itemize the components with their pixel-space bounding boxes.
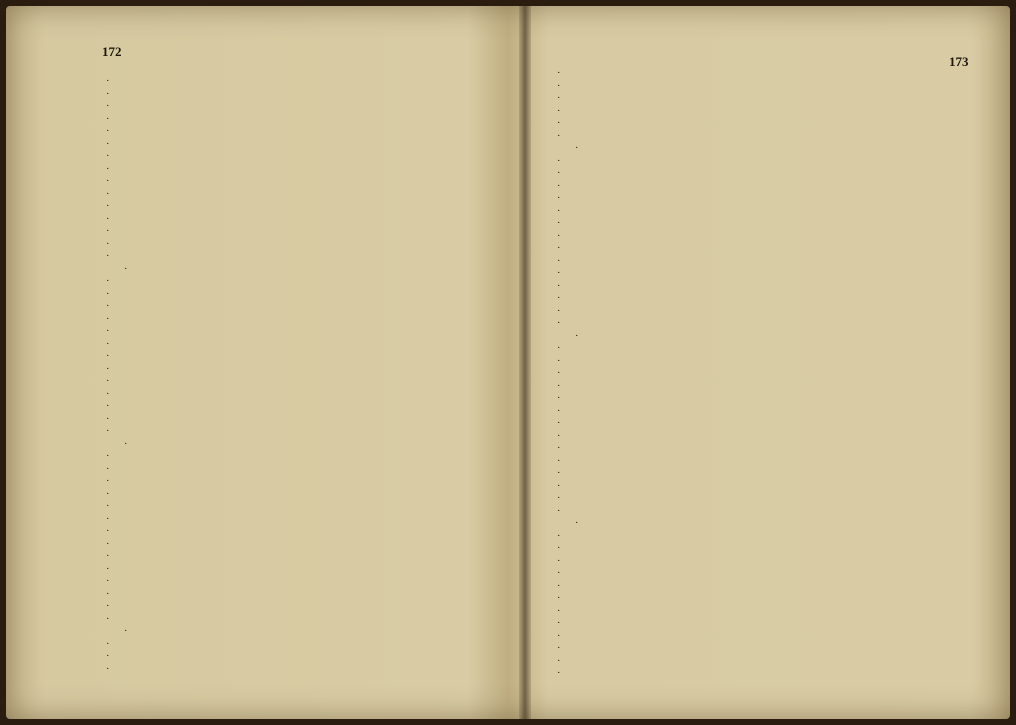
text-line: · <box>557 380 561 392</box>
text-line: · <box>106 663 110 675</box>
text-line: · <box>557 218 561 229</box>
text-line: · <box>557 130 561 142</box>
text-line: · <box>106 213 110 225</box>
text-line: · <box>106 101 110 112</box>
text-line: · <box>557 468 561 479</box>
text-line: · <box>557 593 561 604</box>
text-line: · <box>557 343 561 354</box>
text-line: · <box>557 393 561 404</box>
text-line: · <box>557 193 561 204</box>
text-line: · <box>557 68 561 79</box>
text-line: · <box>106 601 110 612</box>
text-line: · <box>106 563 110 575</box>
text-line: · <box>106 501 110 512</box>
page-number: 173 <box>949 54 969 69</box>
text-line: · <box>106 613 110 625</box>
text-line: · <box>557 605 561 617</box>
text-line: · <box>557 293 561 304</box>
text-line: · <box>106 551 110 562</box>
text-line: · <box>557 443 561 454</box>
text-line: · <box>106 401 110 412</box>
text-line: · <box>557 455 561 467</box>
text-line: · <box>106 426 110 437</box>
text-line: · <box>557 543 561 554</box>
text-line: · <box>106 226 110 237</box>
book-spread <box>6 6 1010 719</box>
text-line: · <box>557 568 561 579</box>
text-line: · <box>106 113 110 125</box>
text-line: · <box>557 318 561 329</box>
text-line: · <box>106 413 110 425</box>
text-line: · <box>106 88 110 100</box>
text-line: · <box>106 176 110 187</box>
text-line: · <box>557 655 561 667</box>
text-line: · <box>106 151 110 162</box>
text-line: · <box>106 301 110 312</box>
text-line: · <box>557 668 561 679</box>
text-line: · <box>106 476 110 487</box>
text-line: · <box>557 505 561 517</box>
text-line: · <box>557 643 561 654</box>
right-page <box>531 6 1010 719</box>
body-text <box>106 76 501 706</box>
text-line: · <box>557 268 561 279</box>
text-line: · <box>557 105 561 117</box>
text-line: · <box>557 430 561 442</box>
text-line: · <box>557 493 561 504</box>
text-line: · <box>124 626 128 637</box>
text-line: · <box>124 263 128 275</box>
text-line: · <box>106 451 110 462</box>
text-line: · <box>106 538 110 550</box>
text-line: · <box>557 243 561 254</box>
text-line: · <box>557 368 561 379</box>
text-line: · <box>575 330 579 342</box>
book-gutter <box>519 6 531 719</box>
text-line: · <box>106 651 110 662</box>
text-line: · <box>106 126 110 137</box>
text-line: · <box>106 326 110 337</box>
text-line: · <box>106 363 110 375</box>
text-line: · <box>106 138 110 150</box>
text-line: · <box>557 405 561 417</box>
text-line: · <box>557 230 561 242</box>
text-line: · <box>106 638 110 650</box>
text-line: · <box>575 143 579 154</box>
text-line: · <box>106 376 110 387</box>
body-text <box>557 68 967 710</box>
text-line: · <box>106 201 110 212</box>
text-line: · <box>557 280 561 292</box>
page-number: 172 <box>102 44 122 59</box>
text-line: · <box>557 155 561 167</box>
text-line: · <box>106 576 110 587</box>
text-line: · <box>557 118 561 129</box>
text-line: · <box>106 276 110 287</box>
text-line: · <box>106 313 110 325</box>
text-line: · <box>106 338 110 350</box>
text-line: · <box>106 188 110 200</box>
text-line: · <box>557 80 561 92</box>
text-line: · <box>557 305 561 317</box>
text-line: · <box>557 93 561 104</box>
text-line: · <box>557 555 561 567</box>
text-line: · <box>557 418 561 429</box>
text-line: · <box>106 526 110 537</box>
text-line: · <box>557 480 561 492</box>
text-line: · <box>106 251 110 262</box>
text-line: · <box>557 580 561 592</box>
text-line: · <box>575 518 579 529</box>
text-line: · <box>106 388 110 400</box>
text-line: · <box>106 488 110 500</box>
text-line: · <box>106 463 110 475</box>
text-line: · <box>124 438 128 450</box>
text-line: · <box>106 513 110 525</box>
text-line: · <box>106 76 110 87</box>
text-line: · <box>106 163 110 175</box>
text-line: · <box>557 205 561 217</box>
text-line: · <box>106 351 110 362</box>
text-line: · <box>557 168 561 179</box>
text-line: · <box>557 255 561 267</box>
text-line: · <box>557 180 561 192</box>
text-line: · <box>106 588 110 600</box>
text-line: · <box>106 238 110 250</box>
text-line: · <box>557 618 561 629</box>
text-line: · <box>557 355 561 367</box>
text-line: · <box>557 530 561 542</box>
left-page <box>6 6 519 719</box>
text-line: · <box>557 630 561 642</box>
text-line: · <box>106 288 110 300</box>
